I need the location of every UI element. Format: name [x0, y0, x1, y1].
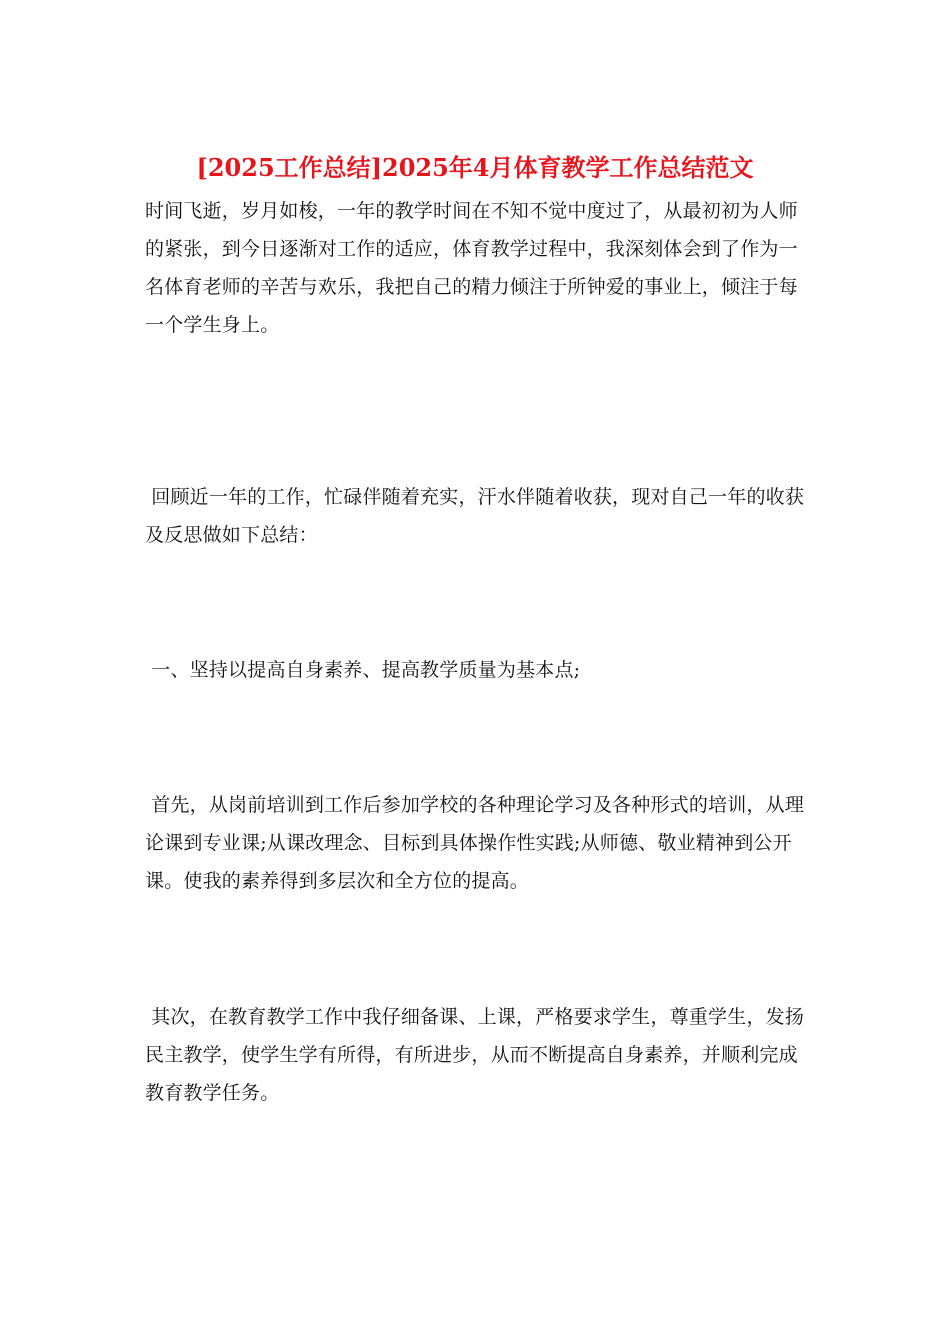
- paragraph-second: 其次，在教育教学工作中我仔细备课、上课，严格要求学生，尊重学生，发扬民主教学，使学生学有所得，有所进步，从而不断提高自身素养，并顺利完成教育教学任务。: [145, 1006, 805, 1104]
- paragraph-section-heading: 一、坚持以提高自身素养、提高教学质量为基本点;: [145, 659, 581, 681]
- paragraph-intro: 时间飞逝，岁月如梭，一年的教学时间在不知不觉中度过了，从最初初为人师的紧张，到今日逐渐对工作的适应，体育教学过程中，我深刻体会到了作为一名体育老师的辛苦与欢乐，我把自己的精力倾注于所钟爱的事业上，倾注于每一个学生身上。: [145, 200, 798, 336]
- document-title: [2025工作总结]2025年4月体育教学工作总结范文: [196, 153, 754, 182]
- paragraph-first: 首先，从岗前培训到工作后参加学校的各种理论学习及各种形式的培训，从理论课到专业课;从课改理念、目标到具体操作性实践;从师德、敬业精神到公开课。使我的素养得到多层次和全方位的提高。: [145, 794, 805, 892]
- paragraph-review: 回顾近一年的工作，忙碌伴随着充实，汗水伴随着收获，现对自己一年的收获及反思做如下总结：: [145, 486, 805, 546]
